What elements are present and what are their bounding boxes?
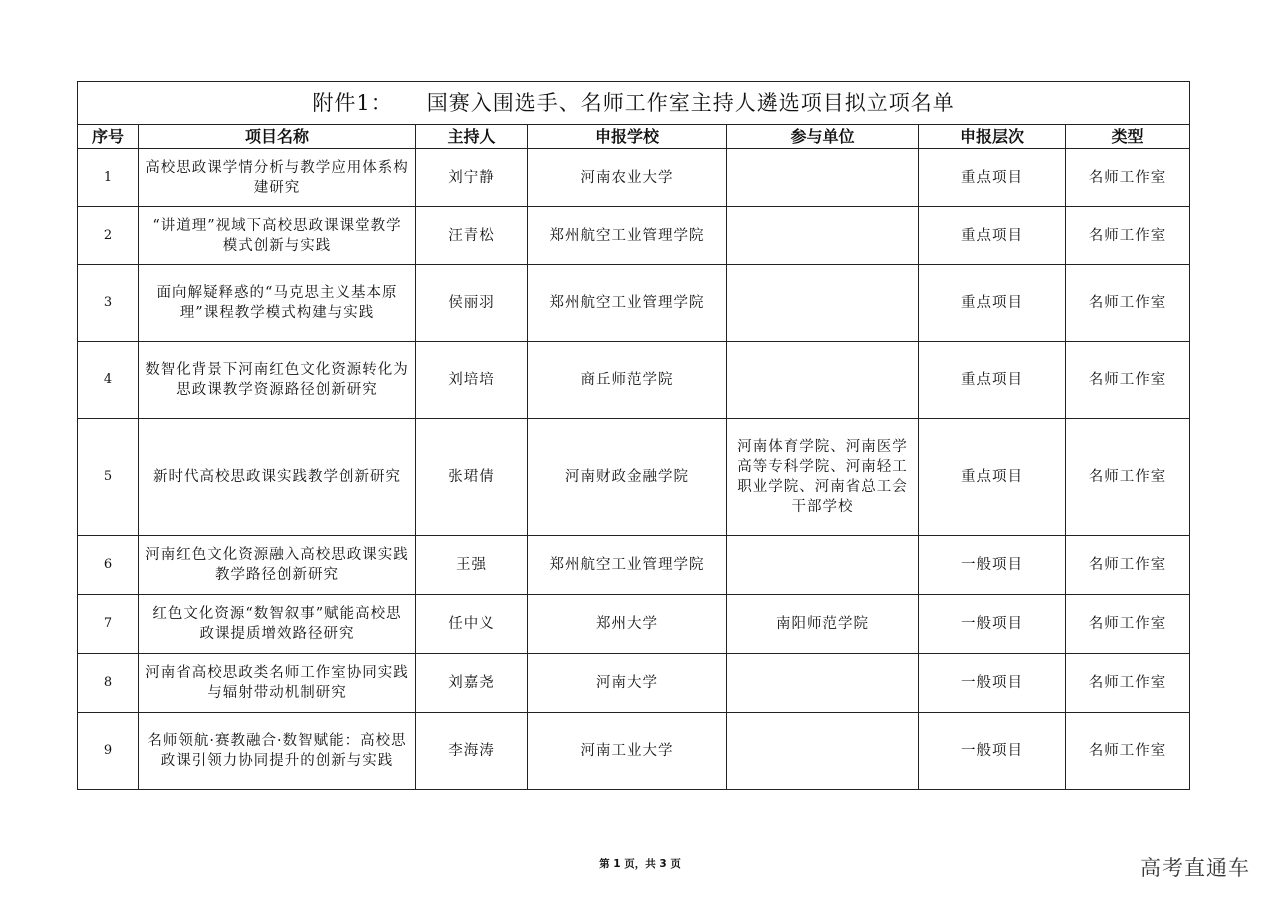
row-level: 重点项目 bbox=[919, 419, 1066, 536]
row-no: 6 bbox=[78, 536, 139, 595]
row-partner bbox=[727, 149, 919, 207]
row-type: 名师工作室 bbox=[1066, 419, 1190, 536]
row-type: 名师工作室 bbox=[1066, 342, 1190, 419]
row-project-name: 新时代高校思政课实践教学创新研究 bbox=[139, 419, 416, 536]
row-project-name: 河南红色文化资源融入高校思政课实践教学路径创新研究 bbox=[139, 536, 416, 595]
row-level: 重点项目 bbox=[919, 207, 1066, 265]
row-type: 名师工作室 bbox=[1066, 207, 1190, 265]
row-school: 郑州大学 bbox=[528, 595, 727, 654]
row-type: 名师工作室 bbox=[1066, 149, 1190, 207]
row-partner: 河南体育学院、河南医学高等专科学院、河南轻工职业学院、河南省总工会干部学校 bbox=[727, 419, 919, 536]
row-project-name: 红色文化资源“数智叙事”赋能高校思政课提质增效路径研究 bbox=[139, 595, 416, 654]
row-no: 8 bbox=[78, 654, 139, 713]
row-no: 1 bbox=[78, 149, 139, 207]
row-type: 名师工作室 bbox=[1066, 654, 1190, 713]
row-school: 河南财政金融学院 bbox=[528, 419, 727, 536]
table-row bbox=[78, 265, 1190, 342]
row-level: 重点项目 bbox=[919, 149, 1066, 207]
row-level: 重点项目 bbox=[919, 265, 1066, 342]
row-school: 河南农业大学 bbox=[528, 149, 727, 207]
row-level: 一般项目 bbox=[919, 536, 1066, 595]
row-type: 名师工作室 bbox=[1066, 595, 1190, 654]
row-partner bbox=[727, 654, 919, 713]
header-row bbox=[78, 125, 1190, 149]
header-type: 类型 bbox=[1066, 125, 1190, 149]
header-partner: 参与单位 bbox=[727, 125, 919, 149]
row-level: 一般项目 bbox=[919, 654, 1066, 713]
row-school: 商丘师范学院 bbox=[528, 342, 727, 419]
row-school: 河南工业大学 bbox=[528, 713, 727, 790]
row-school: 郑州航空工业管理学院 bbox=[528, 207, 727, 265]
row-school: 郑州航空工业管理学院 bbox=[528, 536, 727, 595]
row-partner bbox=[727, 713, 919, 790]
row-host: 刘宁静 bbox=[416, 149, 528, 207]
row-no: 5 bbox=[78, 419, 139, 536]
title-main: 国赛入围选手、名师工作室主持人遴选项目拟立项名单 bbox=[426, 91, 955, 115]
table-row bbox=[78, 713, 1190, 790]
row-host: 刘培培 bbox=[416, 342, 528, 419]
row-project-name: 高校思政课学情分析与教学应用体系构建研究 bbox=[139, 149, 416, 207]
header-no: 序号 bbox=[78, 125, 139, 149]
row-partner bbox=[727, 265, 919, 342]
row-type: 名师工作室 bbox=[1066, 265, 1190, 342]
row-level: 一般项目 bbox=[919, 713, 1066, 790]
header-level: 申报层次 bbox=[919, 125, 1066, 149]
row-partner bbox=[727, 342, 919, 419]
header-host: 主持人 bbox=[416, 125, 528, 149]
row-type: 名师工作室 bbox=[1066, 713, 1190, 790]
row-no: 4 bbox=[78, 342, 139, 419]
row-no: 7 bbox=[78, 595, 139, 654]
row-partner: 南阳师范学院 bbox=[727, 595, 919, 654]
table-row bbox=[78, 149, 1190, 207]
row-project-name: “讲道理”视域下高校思政课课堂教学模式创新与实践 bbox=[139, 207, 416, 265]
row-host: 王强 bbox=[416, 536, 528, 595]
table-row bbox=[78, 595, 1190, 654]
table-row bbox=[78, 419, 1190, 536]
table-title bbox=[78, 82, 1190, 125]
row-level: 一般项目 bbox=[919, 595, 1066, 654]
row-partner bbox=[727, 536, 919, 595]
row-project-name: 河南省高校思政类名师工作室协同实践与辐射带动机制研究 bbox=[139, 654, 416, 713]
row-host: 侯丽羽 bbox=[416, 265, 528, 342]
row-host: 刘嘉尧 bbox=[416, 654, 528, 713]
table-row bbox=[78, 207, 1190, 265]
row-no: 9 bbox=[78, 713, 139, 790]
row-level: 重点项目 bbox=[919, 342, 1066, 419]
row-type: 名师工作室 bbox=[1066, 536, 1190, 595]
attachment-sheet bbox=[77, 81, 1189, 790]
row-host: 张珺倩 bbox=[416, 419, 528, 536]
row-no: 2 bbox=[78, 207, 139, 265]
row-project-name: 面向解疑释惑的“马克思主义基本原理”课程教学模式构建与实践 bbox=[139, 265, 416, 342]
header-school: 申报学校 bbox=[528, 125, 727, 149]
header-project-name: 项目名称 bbox=[139, 125, 416, 149]
row-host: 任中义 bbox=[416, 595, 528, 654]
title-prefix: 附件1： bbox=[312, 91, 393, 115]
row-project-name: 数智化背景下河南红色文化资源转化为思政课教学资源路径创新研究 bbox=[139, 342, 416, 419]
row-project-name: 名师领航·赛教融合·数智赋能：高校思政课引领力协同提升的创新与实践 bbox=[139, 713, 416, 790]
row-partner bbox=[727, 207, 919, 265]
row-host: 汪青松 bbox=[416, 207, 528, 265]
table-row bbox=[78, 654, 1190, 713]
row-school: 河南大学 bbox=[528, 654, 727, 713]
row-no: 3 bbox=[78, 265, 139, 342]
row-host: 李海涛 bbox=[416, 713, 528, 790]
watermark: 高考直通车 bbox=[1140, 856, 1250, 880]
page-number: 第 1 页，共 3 页 bbox=[599, 858, 681, 870]
row-school: 郑州航空工业管理学院 bbox=[528, 265, 727, 342]
table-row bbox=[78, 536, 1190, 595]
project-list-table bbox=[77, 81, 1190, 790]
table-row bbox=[78, 342, 1190, 419]
